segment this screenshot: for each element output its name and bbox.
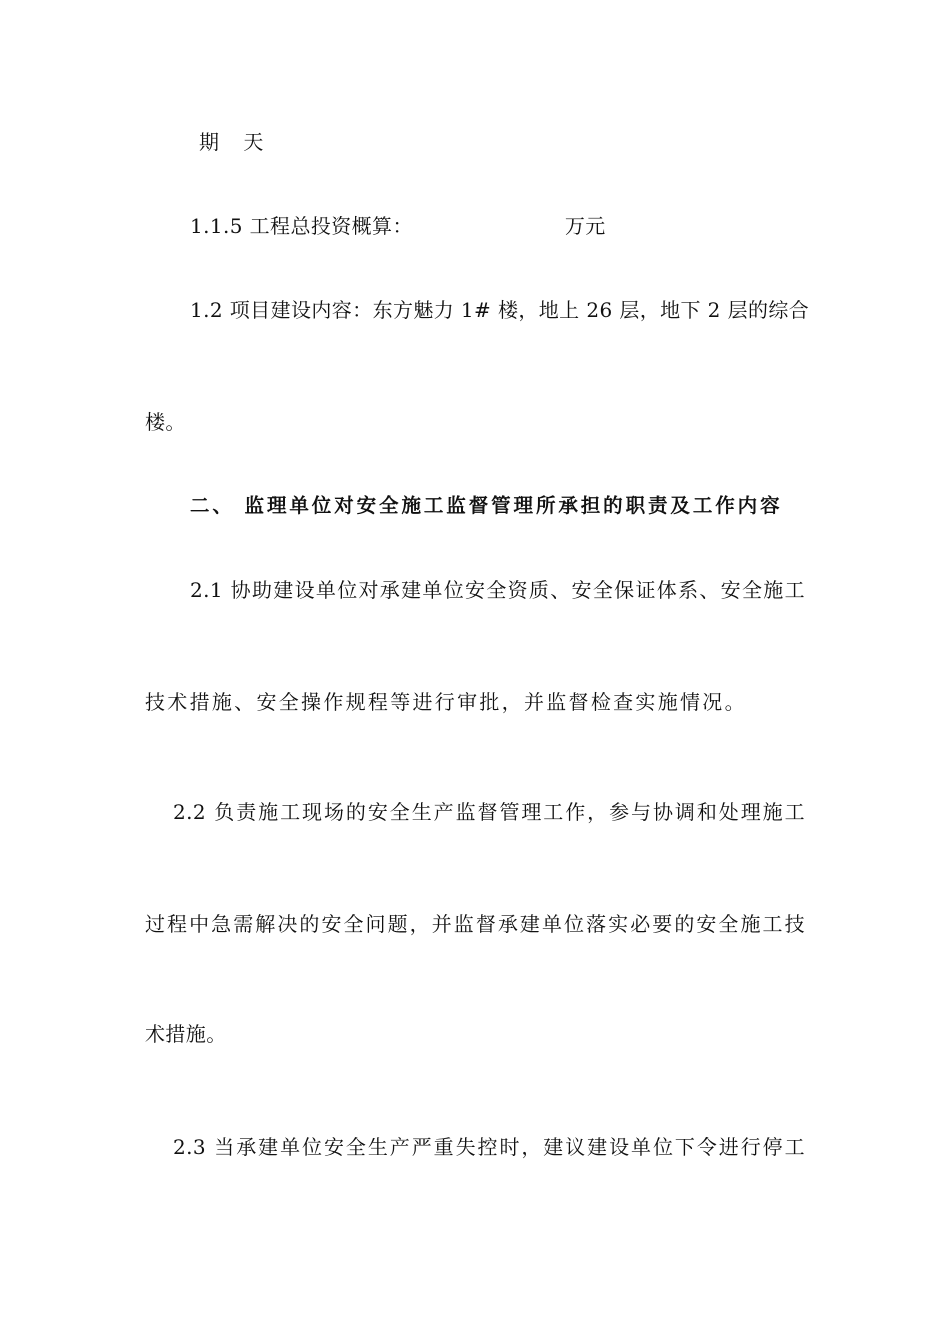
para-1-2-line-1: 1.2 项目建设内容：东方魅力 1# 楼，地上 26 层，地下 2 层的综合 xyxy=(190,298,810,322)
para-1-2-line-2: 楼。 xyxy=(145,410,186,434)
para-2-1-line-1: 2.1 协助建设单位对承建单位安全资质、安全保证体系、安全施工 xyxy=(190,578,805,602)
investment-line xyxy=(190,212,606,240)
para-2-1-line-2: 技术措施、安全操作规程等进行审批，并监督检查实施情况。 xyxy=(145,690,745,714)
section-2-heading: 二、 监理单位对安全施工监督管理所承担的职责及工作内容 xyxy=(190,494,780,517)
investment-label: 1.1.5 工程总投资概算： xyxy=(190,214,413,238)
duration-days-label: 天 xyxy=(243,130,264,154)
duration-period-label: 期 xyxy=(199,130,220,154)
investment-unit: 万元 xyxy=(564,214,606,238)
para-2-2-line-1: 2.2 负责施工现场的安全生产监督管理工作，参与协调和处理施工 xyxy=(173,800,805,824)
para-2-2-line-3: 术措施。 xyxy=(145,1022,227,1046)
para-2-3-line-1: 2.3 当承建单位安全生产严重失控时，建议建设单位下令进行停工 xyxy=(173,1135,805,1159)
para-2-2-line-2: 过程中急需解决的安全问题，并监督承建单位落实必要的安全施工技 xyxy=(145,912,805,936)
duration-line xyxy=(199,128,264,156)
